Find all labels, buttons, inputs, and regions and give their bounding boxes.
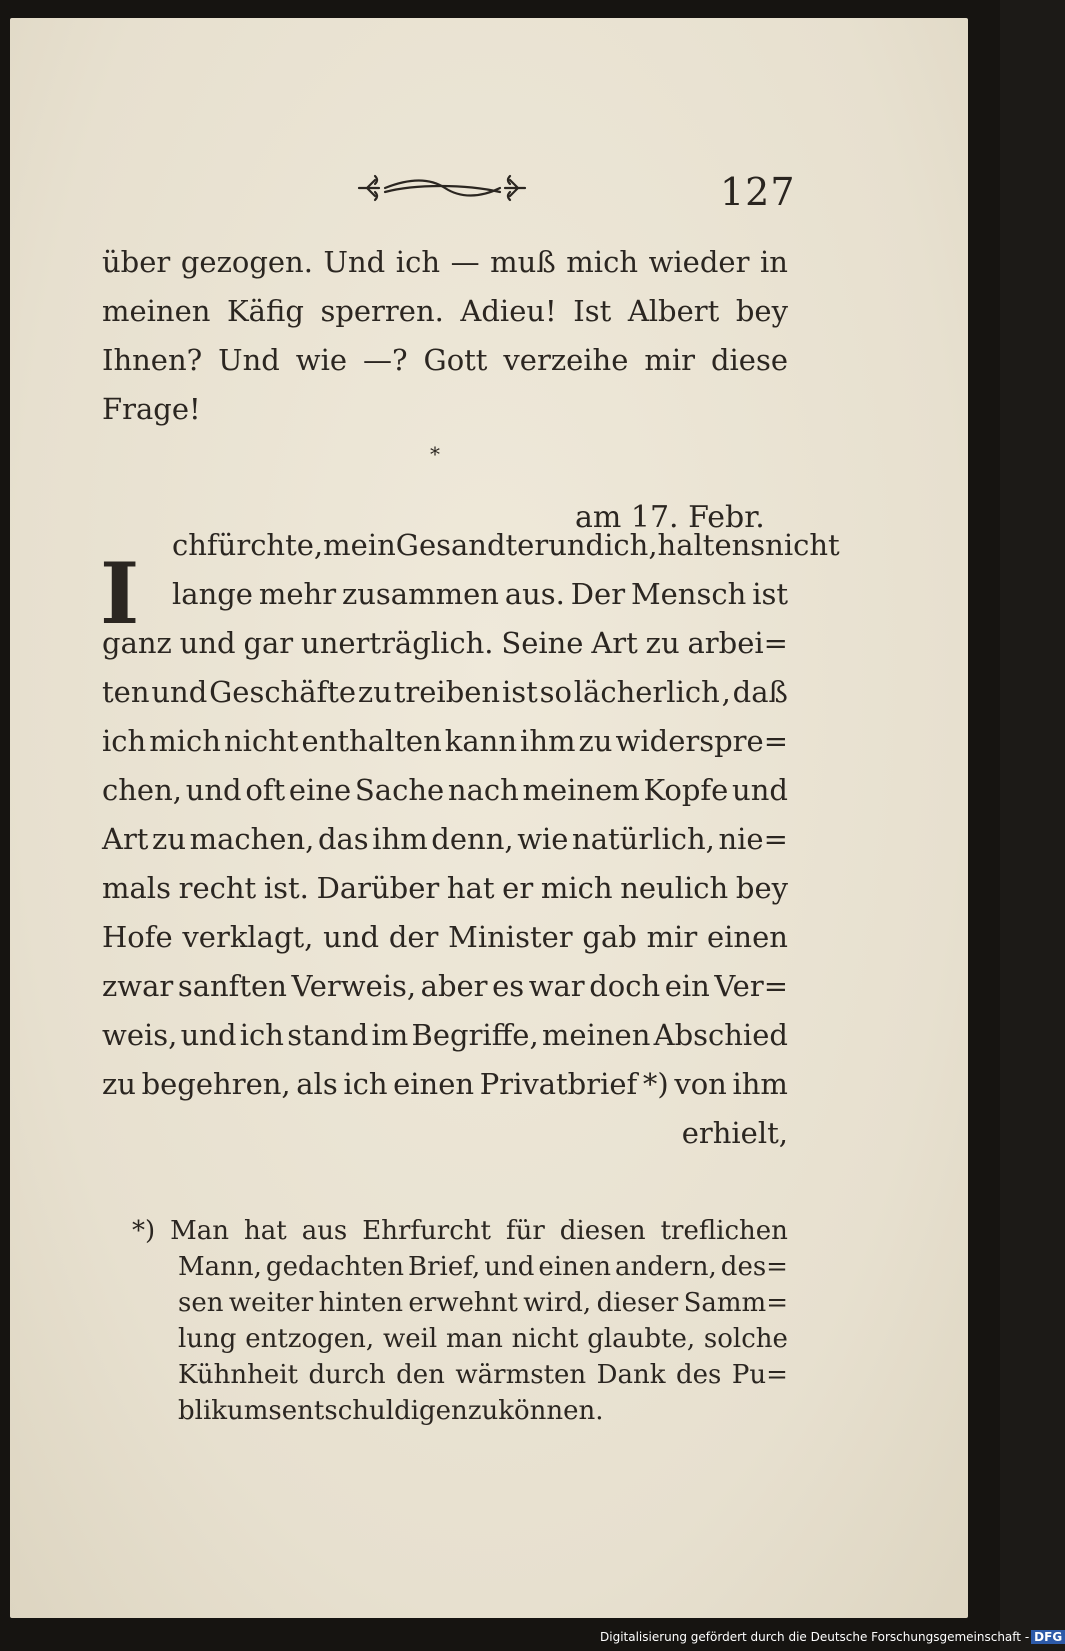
word: lange: [172, 577, 253, 611]
word: mehr: [258, 577, 337, 611]
header-ornament-icon: [355, 168, 530, 208]
word: ihm: [372, 822, 428, 856]
word: ist: [501, 675, 538, 709]
word: als: [296, 1067, 338, 1101]
catchword: erhielt,: [681, 1116, 788, 1150]
word: wieder: [648, 245, 750, 279]
word: zwar: [102, 969, 174, 1003]
word: Abschied: [653, 1018, 788, 1052]
word: ich: [343, 1067, 388, 1101]
text-line: [102, 717, 788, 766]
word: *): [132, 1216, 156, 1246]
word: Verweis,: [291, 969, 417, 1003]
word: *): [642, 1067, 669, 1101]
word: ,: [721, 675, 731, 709]
word: Und: [218, 343, 280, 377]
word: Sache: [354, 773, 445, 807]
word: zu: [467, 1396, 499, 1426]
word: gedachten: [265, 1252, 404, 1282]
word: Der: [570, 577, 626, 611]
word: mich: [566, 245, 638, 279]
word: meinen: [541, 1018, 651, 1052]
drop-initial: I: [100, 544, 140, 643]
footnote: [132, 1213, 788, 1429]
word: ist: [752, 577, 788, 611]
word: Ver=: [714, 969, 788, 1003]
word: mein: [323, 528, 396, 562]
word: glaubte,: [587, 1324, 696, 1354]
word: denn,: [431, 822, 514, 856]
word: ich,: [604, 528, 658, 562]
word: Gott: [423, 343, 488, 377]
word: nicht: [765, 528, 840, 562]
word: enthalten: [301, 724, 442, 758]
text-line: [102, 570, 788, 619]
word: das: [317, 822, 369, 856]
text-line: [102, 336, 788, 385]
word: einen: [706, 920, 788, 954]
word: durch: [308, 1360, 386, 1390]
text-line: [102, 864, 788, 913]
word: blikums: [178, 1396, 282, 1426]
word: ich: [395, 245, 440, 279]
word: mich: [149, 724, 221, 758]
word: solche: [703, 1324, 788, 1354]
word: zusammen: [341, 577, 499, 611]
word: Brief,: [408, 1252, 481, 1282]
word: ihm: [520, 724, 576, 758]
text-line: [132, 1249, 788, 1285]
word: entzogen,: [245, 1324, 375, 1354]
word: fürchte,: [206, 528, 324, 562]
word: ich: [239, 1018, 284, 1052]
word: stand: [287, 1018, 369, 1052]
word: und: [179, 626, 236, 660]
word: sperren.: [320, 294, 444, 328]
word: zu: [152, 822, 187, 856]
word: gab: [582, 920, 637, 954]
word: begehren,: [141, 1067, 291, 1101]
continued-text: [102, 238, 788, 434]
separator-star: *: [430, 442, 440, 466]
word: man: [445, 1324, 503, 1354]
text-line: [102, 766, 788, 815]
word: einen: [393, 1067, 475, 1101]
word: Man: [170, 1216, 230, 1246]
word: Kopfe: [643, 773, 729, 807]
word: Art: [102, 822, 149, 856]
word: gezogen.: [180, 245, 313, 279]
word: Mann,: [178, 1252, 262, 1282]
word: über: [102, 245, 171, 279]
text-line: [102, 668, 788, 717]
word: recht: [178, 871, 257, 905]
word: zu: [102, 1067, 136, 1101]
text-line: [132, 1393, 788, 1429]
word: des=: [720, 1252, 788, 1282]
word: diesen: [559, 1216, 646, 1246]
word: wie: [295, 343, 348, 377]
word: Pu=: [731, 1360, 788, 1390]
word: einen: [538, 1252, 612, 1282]
word: haltens: [657, 528, 766, 562]
word: meinem: [522, 773, 640, 807]
word: und: [548, 528, 605, 562]
word: zu: [578, 724, 613, 758]
word: dieser: [596, 1288, 679, 1318]
word: ten: [102, 675, 150, 709]
word: Ihnen?: [102, 343, 203, 377]
word: bey: [735, 871, 788, 905]
word: Begriffe,: [411, 1018, 539, 1052]
word: weiter: [228, 1288, 314, 1318]
word: hat: [244, 1216, 287, 1246]
word: für: [505, 1216, 545, 1246]
text-line: [102, 962, 788, 1011]
text-line: [102, 238, 788, 287]
text-line: [102, 521, 840, 570]
word: er: [502, 871, 534, 905]
word: und: [484, 1252, 535, 1282]
word: unerträglich.: [301, 626, 494, 660]
word: ein: [664, 969, 710, 1003]
word: meinen: [102, 294, 211, 328]
word: mir: [646, 920, 698, 954]
word: und: [732, 773, 788, 807]
word: so: [539, 675, 572, 709]
text-line: [102, 619, 788, 668]
word: aus: [301, 1216, 348, 1246]
word: oft: [245, 773, 286, 807]
word: war: [528, 969, 585, 1003]
word: sen: [178, 1288, 224, 1318]
word: und: [185, 773, 242, 807]
word: —?: [363, 343, 408, 377]
word: muß: [490, 245, 556, 279]
page-number: 127: [720, 170, 796, 214]
word: mir: [644, 343, 695, 377]
word: zu: [357, 675, 392, 709]
word: hinten: [318, 1288, 403, 1318]
text-line: [132, 1213, 788, 1249]
word: doch: [589, 969, 661, 1003]
word: wie: [517, 822, 569, 856]
word: gar: [243, 626, 294, 660]
text-line: [132, 1321, 788, 1357]
word: daß: [732, 675, 788, 709]
text-line: [102, 287, 788, 336]
text-line: [132, 1285, 788, 1321]
word: sanften: [177, 969, 287, 1003]
word: Und: [323, 245, 386, 279]
word: natürlich,: [572, 822, 715, 856]
word: des: [676, 1360, 722, 1390]
word: Seine: [501, 626, 584, 660]
word: und: [180, 1018, 237, 1052]
dfg-logo: DFG: [1031, 1630, 1065, 1644]
word: ch: [172, 528, 207, 562]
word: es: [492, 969, 525, 1003]
word: aber: [420, 969, 488, 1003]
text-line: [102, 815, 788, 864]
word: weis,: [102, 1018, 178, 1052]
word: Gesandter: [395, 528, 549, 562]
word: Kühnheit: [178, 1360, 298, 1390]
word: Darüber: [316, 871, 440, 905]
text-line: [132, 1357, 788, 1393]
word: ganz: [102, 626, 172, 660]
digitization-credit: Digitalisierung gefördert durch die Deutsche Forschungsgemeinschaft - DFG: [600, 1630, 1065, 1644]
word: nicht: [223, 724, 299, 758]
text-line: [102, 385, 788, 434]
word: Samm=: [683, 1288, 788, 1318]
word: erwehnt: [408, 1288, 518, 1318]
word: wird,: [523, 1288, 592, 1318]
word: Minister: [448, 920, 573, 954]
word: Art: [591, 626, 638, 660]
word: kann: [444, 724, 518, 758]
word: chen,: [102, 773, 182, 807]
word: lung: [178, 1324, 237, 1354]
word: der: [388, 920, 439, 954]
word: Ist: [573, 294, 612, 328]
word: im: [371, 1018, 409, 1052]
word: und: [323, 920, 380, 954]
text-line: [102, 913, 788, 962]
word: eine: [288, 773, 352, 807]
word: lächerlich: [573, 675, 720, 709]
word: treiben: [393, 675, 501, 709]
word: hat: [446, 871, 495, 905]
word: nie=: [718, 822, 788, 856]
word: von: [674, 1067, 727, 1101]
letter-dateline: am 17. Febr.: [575, 500, 765, 535]
word: widerspre=: [615, 724, 788, 758]
word: Dank: [596, 1360, 666, 1390]
text-line: [102, 1060, 788, 1109]
word: nach: [447, 773, 519, 807]
word: verklagt,: [182, 920, 314, 954]
word: ihm: [732, 1067, 788, 1101]
word: Privatbrief: [479, 1067, 638, 1101]
word: ich: [102, 724, 147, 758]
word: Ehrfurcht: [362, 1216, 491, 1246]
word: entschuldigen: [281, 1396, 468, 1426]
word: Adieu!: [460, 294, 557, 328]
word: treflichen: [660, 1216, 788, 1246]
word: mals: [102, 871, 171, 905]
word: wärmsten: [455, 1360, 587, 1390]
word: Hofe: [102, 920, 173, 954]
word: nicht: [511, 1324, 579, 1354]
word: machen,: [189, 822, 315, 856]
word: aus.: [504, 577, 565, 611]
word: Käfig: [227, 294, 304, 328]
word: Mensch: [630, 577, 747, 611]
word: andern,: [615, 1252, 717, 1282]
word: den: [396, 1360, 445, 1390]
word: Frage!: [102, 392, 201, 426]
text-line: [102, 1011, 788, 1060]
word: neulich: [620, 871, 729, 905]
word: zu: [645, 626, 680, 660]
word: —: [450, 245, 480, 279]
word: diese: [710, 343, 788, 377]
word: Albert: [627, 294, 720, 328]
word: in: [760, 245, 788, 279]
word: weil: [382, 1324, 438, 1354]
word: und: [151, 675, 208, 709]
word: verzeihe: [503, 343, 629, 377]
letter-body: [102, 521, 840, 1158]
word: bey: [735, 294, 788, 328]
word: können.: [498, 1396, 604, 1426]
word: ist.: [263, 871, 309, 905]
word: Geschäfte: [209, 675, 357, 709]
word: arbei=: [687, 626, 788, 660]
word: mich: [540, 871, 613, 905]
